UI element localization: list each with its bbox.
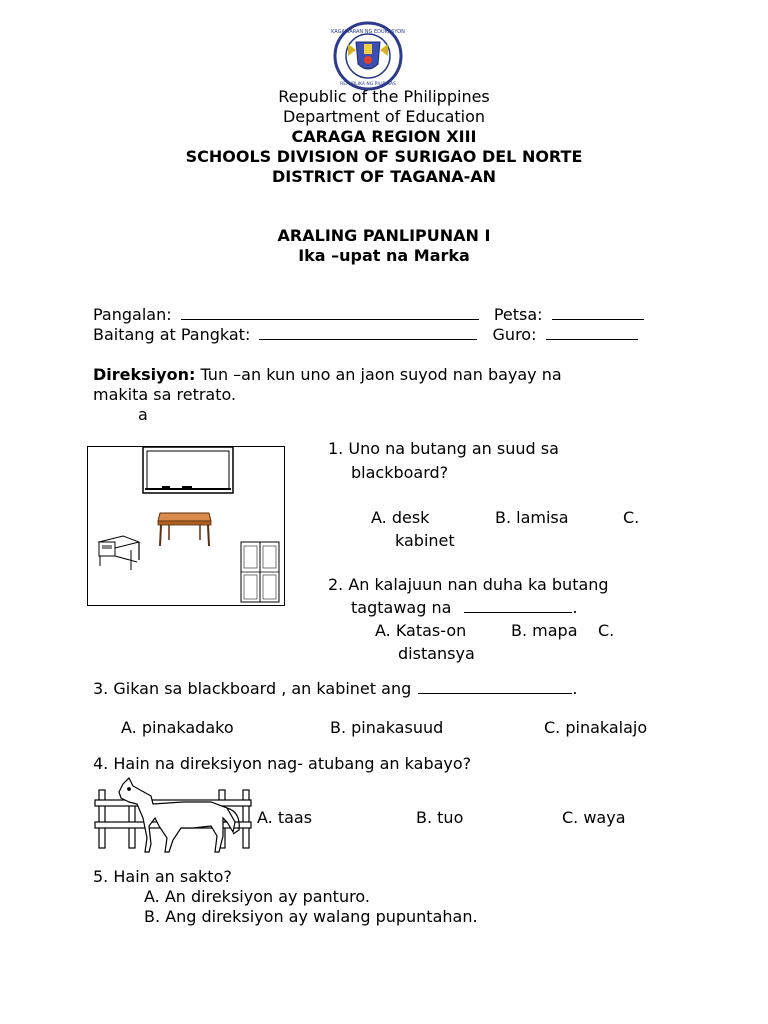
q2-line2	[351, 598, 578, 617]
q4-text: 4. Hain na direksiyon nag- atubang an kabayo?	[93, 754, 472, 773]
q3-option-c[interactable]: C. pinakalajo	[544, 718, 648, 737]
blackboard-icon	[143, 447, 233, 493]
q2-option-c-text: distansya	[398, 644, 475, 663]
q3-option-a[interactable]: A. pinakadako	[121, 718, 234, 737]
q4-option-a[interactable]: A. taas	[257, 808, 313, 827]
q3-blank[interactable]	[418, 679, 572, 694]
q1-option-c-text: kabinet	[395, 531, 455, 550]
q5-option-b[interactable]: B. Ang direksiyon ay walang pupuntahan.	[144, 907, 478, 926]
grade-blank[interactable]	[259, 325, 477, 340]
teacher-label: Guro:	[492, 325, 537, 344]
q5-option-a[interactable]: A. An direksiyon ay panturo.	[144, 887, 370, 906]
q2-line2-text: tagtawag na	[351, 598, 452, 617]
header-region: CARAGA REGION XIII	[291, 127, 477, 146]
q4-option-b[interactable]: B. tuo	[416, 808, 464, 827]
q4-option-c[interactable]: C. waya	[562, 808, 626, 827]
q2-line1: 2. An kalajuun nan duha ka butang	[328, 575, 609, 594]
subject-title: ARALING PANLIPUNAN I	[277, 226, 491, 245]
header-department: Department of Education	[282, 107, 486, 126]
svg-text:KAGAWARAN NG EDUKASYON: KAGAWARAN NG EDUKASYON	[331, 29, 405, 35]
classroom-picture	[87, 446, 285, 608]
q1-option-a[interactable]: A. desk	[371, 508, 430, 527]
name-label: Pangalan:	[93, 305, 172, 324]
q1-option-c[interactable]: C.	[623, 508, 640, 527]
q2-option-c[interactable]: C.	[598, 621, 615, 640]
q3-option-b[interactable]: B. pinakasuud	[330, 718, 444, 737]
name-blank[interactable]	[181, 305, 479, 320]
q2-option-a[interactable]: A. Katas-on	[375, 621, 467, 640]
svg-text:REPUBLIKA NG PILIPINAS: REPUBLIKA NG PILIPINAS	[340, 82, 396, 87]
q1-option-b[interactable]: B. lamisa	[495, 508, 569, 527]
directions-line1	[93, 365, 562, 384]
directions-text: Tun –an kun uno an jaon suyod nan bayay na	[195, 365, 562, 384]
q2-option-b[interactable]: B. mapa	[511, 621, 578, 640]
q3-line	[93, 679, 577, 698]
date-label: Petsa:	[493, 305, 543, 324]
q1-line2: blackboard?	[351, 463, 449, 482]
header-district: DISTRICT OF TAGANA-AN	[271, 167, 497, 186]
q5-text: 5. Hain an sakto?	[93, 867, 232, 886]
q1-line1: 1. Uno na butang an suud sa	[328, 439, 559, 458]
header-division: SCHOOLS DIVISION OF SURIGAO DEL NORTE	[185, 147, 583, 166]
quarter-title: Ika –upat na Marka	[298, 246, 470, 265]
header-republic: Republic of the Philippines	[278, 87, 490, 106]
deped-seal-logo	[330, 22, 406, 90]
horse-picture	[93, 774, 253, 856]
date-blank[interactable]	[552, 305, 644, 320]
stray-letter: a	[138, 405, 148, 424]
horse-icon	[119, 778, 239, 852]
q3-blank-end: .	[572, 679, 578, 698]
q2-blank[interactable]	[464, 598, 572, 613]
q2-blank-end: .	[572, 598, 578, 617]
teacher-blank[interactable]	[546, 325, 638, 340]
q3-text: 3. Gikan sa blackboard , an kabinet ang	[93, 679, 412, 698]
grade-field-row	[93, 325, 638, 344]
directions-label: Direksiyon:	[93, 365, 196, 384]
directions-line2: makita sa retrato.	[93, 385, 237, 404]
grade-label: Baitang at Pangkat:	[93, 325, 251, 344]
cabinet-icon	[241, 542, 279, 602]
name-field-row	[93, 305, 644, 324]
